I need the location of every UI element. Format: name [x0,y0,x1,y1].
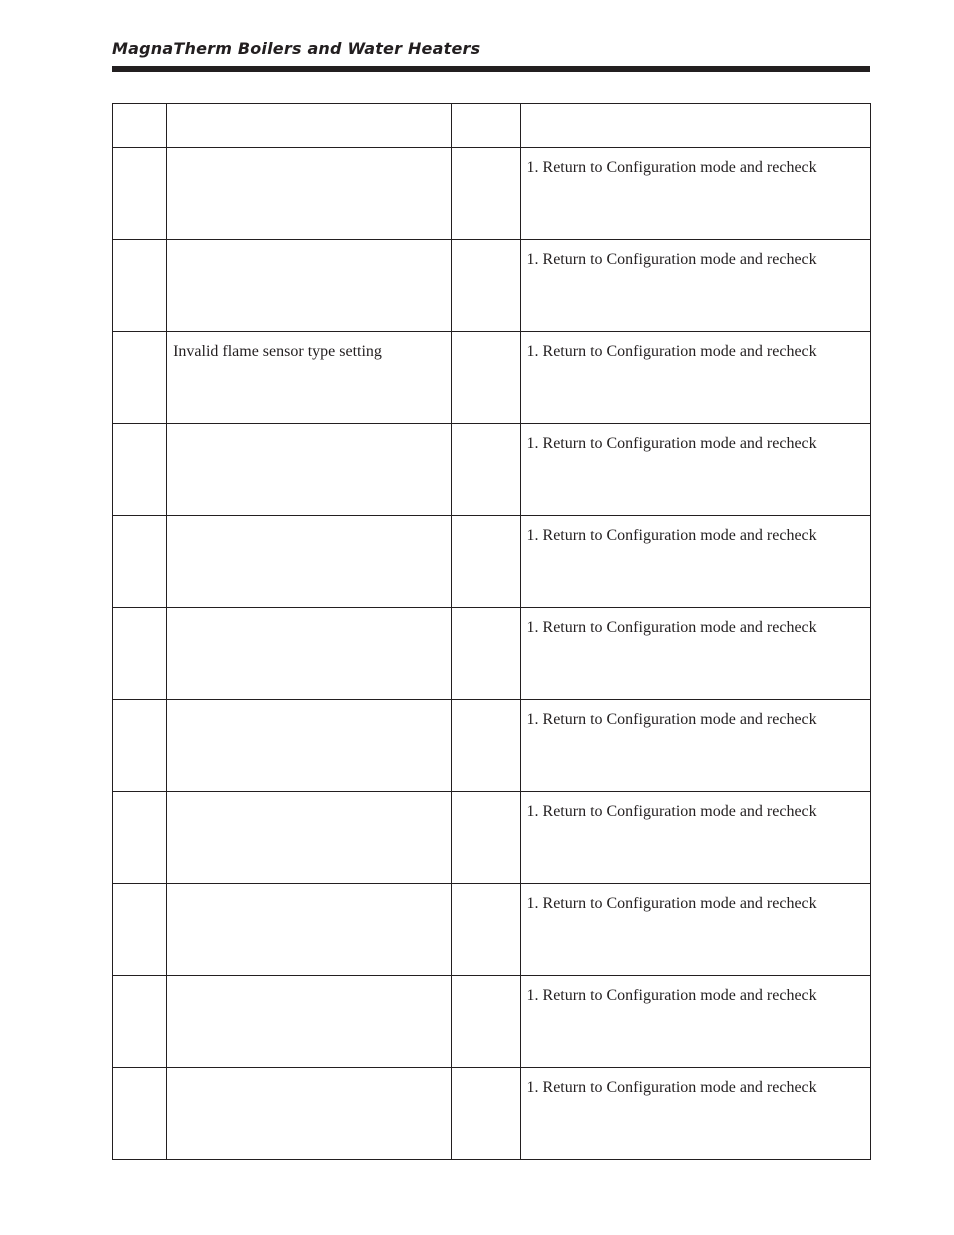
table-row [113,516,871,608]
header-cell-action [520,104,870,148]
fault-description-cell [167,700,452,792]
fault-code-cell [113,976,167,1068]
fault-description-cell [167,792,452,884]
fault-code-cell [113,700,167,792]
corrective-action-cell: 1. Return to Configuration mode and recheck [520,884,870,976]
header-cell-description [167,104,452,148]
fault-code-cell [113,516,167,608]
header-divider [112,66,870,72]
table-row [113,792,871,884]
fault-note-cell [452,332,520,424]
fault-note-cell [452,608,520,700]
fault-code-cell [113,240,167,332]
corrective-action-cell: 1. Return to Configuration mode and recheck [520,332,870,424]
corrective-action-cell: 1. Return to Configuration mode and recheck [520,608,870,700]
corrective-action-cell: 1. Return to Configuration mode and recheck [520,700,870,792]
fault-description-cell [167,516,452,608]
fault-description-cell [167,608,452,700]
fault-description-cell [167,884,452,976]
fault-table-body [113,104,871,1160]
table-row [113,976,871,1068]
header-cell-note [452,104,520,148]
table-row [113,148,871,240]
fault-code-cell [113,332,167,424]
corrective-action-cell: 1. Return to Configuration mode and recheck [520,1068,870,1160]
fault-description-cell [167,424,452,516]
page-title: MagnaTherm Boilers and Water Heaters [112,39,481,58]
header-cell-code [113,104,167,148]
table-row [113,332,871,424]
fault-note-cell [452,976,520,1068]
fault-code-cell [113,608,167,700]
fault-code-cell [113,148,167,240]
fault-description-cell: Invalid flame sensor type setting [167,332,452,424]
corrective-action-cell: 1. Return to Configuration mode and recheck [520,516,870,608]
corrective-action-cell: 1. Return to Configuration mode and recheck [520,424,870,516]
table-row [113,240,871,332]
corrective-action-cell: 1. Return to Configuration mode and recheck [520,976,870,1068]
fault-note-cell [452,516,520,608]
table-row [113,424,871,516]
fault-note-cell [452,700,520,792]
page-header [112,38,870,60]
table-row [113,884,871,976]
table-row [113,1068,871,1160]
fault-code-cell [113,792,167,884]
fault-note-cell [452,240,520,332]
table-row [113,700,871,792]
fault-code-cell [113,884,167,976]
fault-table [112,103,871,1160]
fault-note-cell [452,792,520,884]
corrective-action-cell: 1. Return to Configuration mode and recheck [520,792,870,884]
fault-note-cell [452,424,520,516]
fault-description-cell [167,240,452,332]
fault-note-cell [452,1068,520,1160]
fault-code-cell [113,424,167,516]
fault-note-cell [452,884,520,976]
corrective-action-cell: 1. Return to Configuration mode and recheck [520,148,870,240]
fault-description-cell [167,148,452,240]
fault-description-cell [167,1068,452,1160]
corrective-action-cell: 1. Return to Configuration mode and recheck [520,240,870,332]
table-header-row [113,104,871,148]
fault-description-cell [167,976,452,1068]
fault-code-cell [113,1068,167,1160]
fault-note-cell [452,148,520,240]
table-row [113,608,871,700]
